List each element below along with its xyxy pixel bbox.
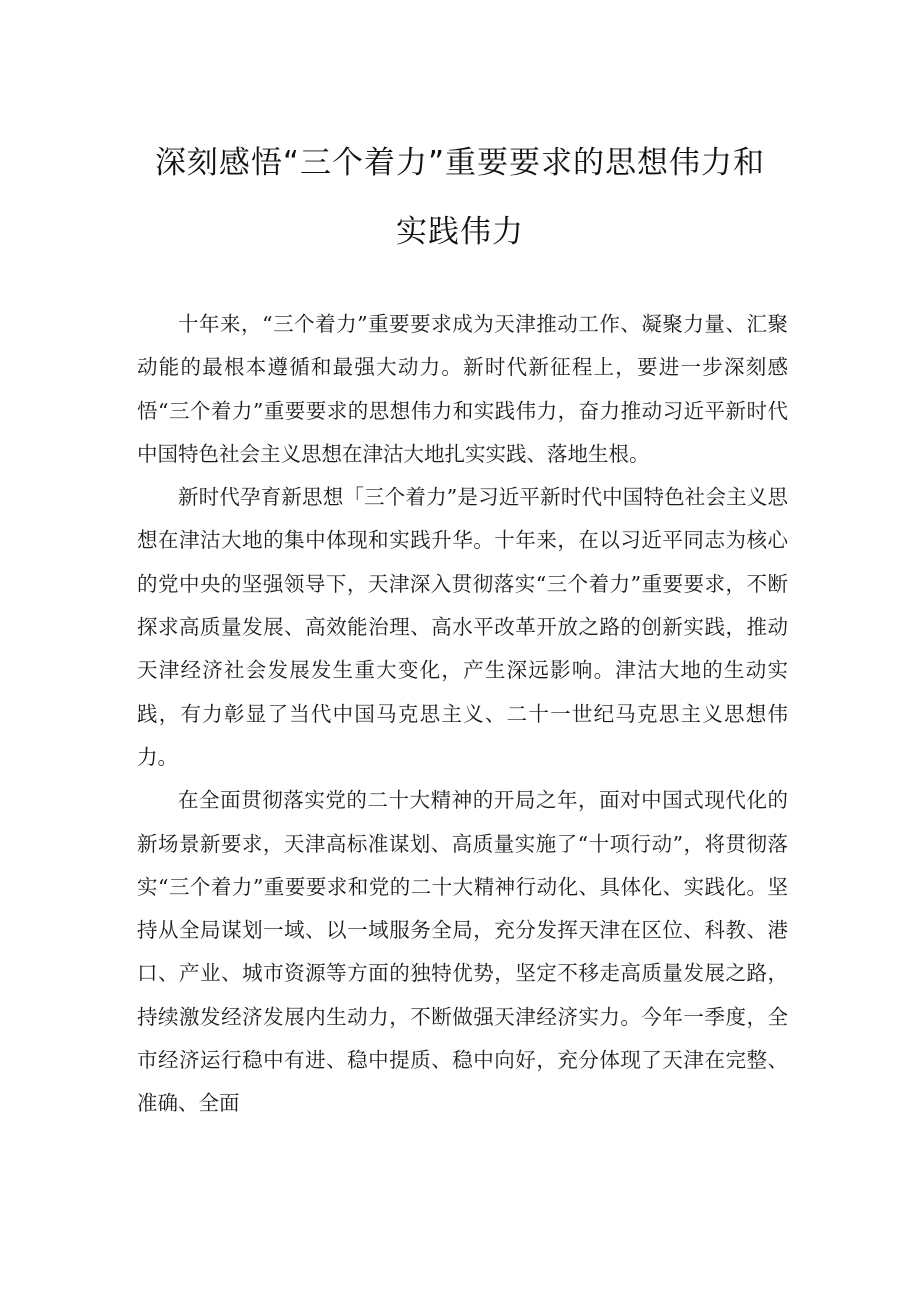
paragraph-3: 在全面贯彻落实党的二十大精神的开局之年，面对中国式现代化的新场景新要求，天津高标准谋划、高质量实施了“十项行动”，将贯彻落实“三个着力”重要要求和党的二十大精神行动化、具体化、实践化。坚持从全局谋划一域、以一域服务全局，充分发挥天津在区位、科教、港口、产业、城市资源等方面的独特优势，坚定不移走高质量发展之路，持续激发经济发展内生动力，不断做强天津经济实力。今年一季度，全市经济运行稳中有进、稳中提质、稳中向好，充分体现了天津在完整、准确、全面	[137, 788, 788, 1116]
paragraph-1: 十年来，“三个着力”重要要求成为天津推动工作、凝聚力量、汇聚动能的最根本遵循和最强大动力。新时代新征程上，要进一步深刻感悟“三个着力”重要要求的思想伟力和实践伟力，奋力推动习近平新时代中国特色社会主义思想在津沽大地扎实实践、落地生根。	[137, 312, 788, 466]
document-title-line-1: 深刻感悟“三个着力”重要要求的思想伟力和	[154, 145, 766, 181]
document-title-line-2: 实践伟力	[396, 214, 524, 250]
paragraph-2: 新时代孕育新思想「三个着力”是习近平新时代中国特色社会主义思想在津沽大地的集中体现和实践升华。十年来，在以习近平同志为核心的党中央的坚强领导下，天津深入贯彻落实“三个着力”重要要求，不断探求高质量发展、高效能治理、高水平改革开放之路的创新实践，推动天津经济社会发展发生重大变化，产生深远影响。津沽大地的生动实践，有力彰显了当代中国马克思主义、二十一世纪马克思主义思想伟力。	[137, 485, 788, 769]
document-body	[137, 303, 788, 1126]
